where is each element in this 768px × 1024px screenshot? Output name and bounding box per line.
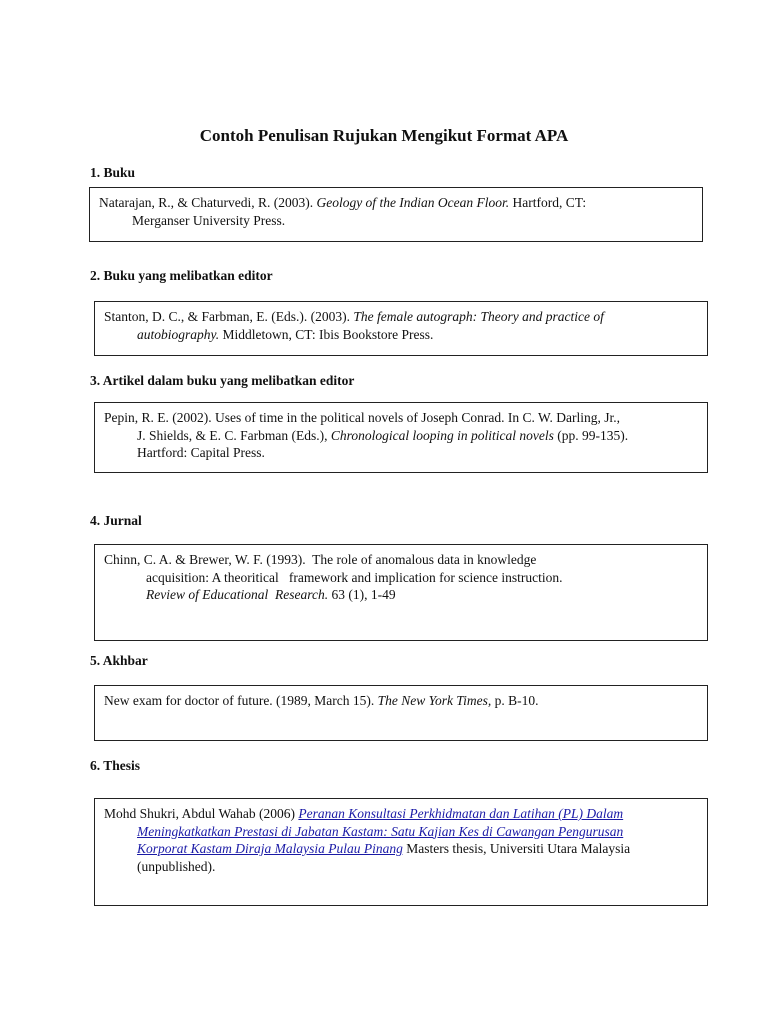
reference-box-editor [94, 301, 708, 356]
section-heading-jurnal: 4. Jurnal [90, 513, 142, 528]
reference-line: Natarajan, R., & Chaturvedi, R. (2003). Geology of the Indian Ocean Floor. Hartford, CT: [99, 195, 587, 210]
reference-line: acquisition: A theoritical framework and implication for science instruction. [146, 569, 563, 585]
thesis-link[interactable]: Peranan Konsultasi Perkhidmatan dan Latihan (PL) Dalam [298, 806, 624, 821]
reference-line: Mohd Shukri, Abdul Wahab (2006) Peranan Konsultasi Perkhidmatan dan Latihan (PL) Dalam [104, 806, 624, 821]
section-heading-buku: 1. Buku [90, 165, 136, 180]
reference-line: Merganser University Press. [132, 212, 286, 228]
reference-line [104, 823, 699, 841]
reference-line: Hartford: Capital Press. [137, 445, 265, 460]
thesis-link[interactable]: Meningkatkatkan Prestasi di Jabatan Kastam: Satu Kajian Kes di Cawangan Pengurusan [137, 823, 624, 839]
reference-line: Review of Educational Research. 63 (1), 1-49 [146, 587, 396, 602]
reference-line: New exam for doctor of future. (1989, March 15). The New York Times, p. B-10. [104, 693, 539, 708]
reference-line: Stanton, D. C., & Farbman, E. (Eds.). (2003). The female autograph: Theory and practice of [104, 309, 604, 324]
reference-line: Pepin, R. E. (2002). Uses of time in the political novels of Joseph Conrad. In C. W. Darling, Jr., [104, 410, 620, 425]
section-heading-akhbar: 5. Akhbar [90, 653, 148, 668]
reference-line: Korporat Kastam Diraja Malaysia Pulau Pinang Masters thesis, Universiti Utara Malaysia [137, 841, 631, 856]
reference-line: autobiography. Middletown, CT: Ibis Bookstore Press. [137, 326, 434, 342]
section-heading-editor: 2. Buku yang melibatkan editor [90, 268, 273, 283]
reference-box-thesis [94, 798, 708, 906]
reference-box-artikel [94, 402, 708, 473]
thesis-link[interactable]: Korporat Kastam Diraja Malaysia Pulau Pinang [137, 841, 403, 856]
reference-box-jurnal [94, 544, 708, 641]
reference-line: (unpublished). [137, 858, 216, 874]
section-heading-thesis: 6. Thesis [90, 758, 141, 773]
reference-box-akhbar [94, 685, 708, 741]
reference-line: J. Shields, & E. C. Farbman (Eds.), Chronological looping in political novels (pp. 99-135). [137, 427, 629, 443]
reference-line: Chinn, C. A. & Brewer, W. F. (1993). The role of anomalous data in knowledge [104, 552, 537, 567]
reference-box-buku [89, 187, 703, 242]
page-title: Contoh Penulisan Rujukan Mengikut Format APA [199, 126, 569, 145]
section-heading-artikel: 3. Artikel dalam buku yang melibatkan editor [90, 373, 355, 388]
